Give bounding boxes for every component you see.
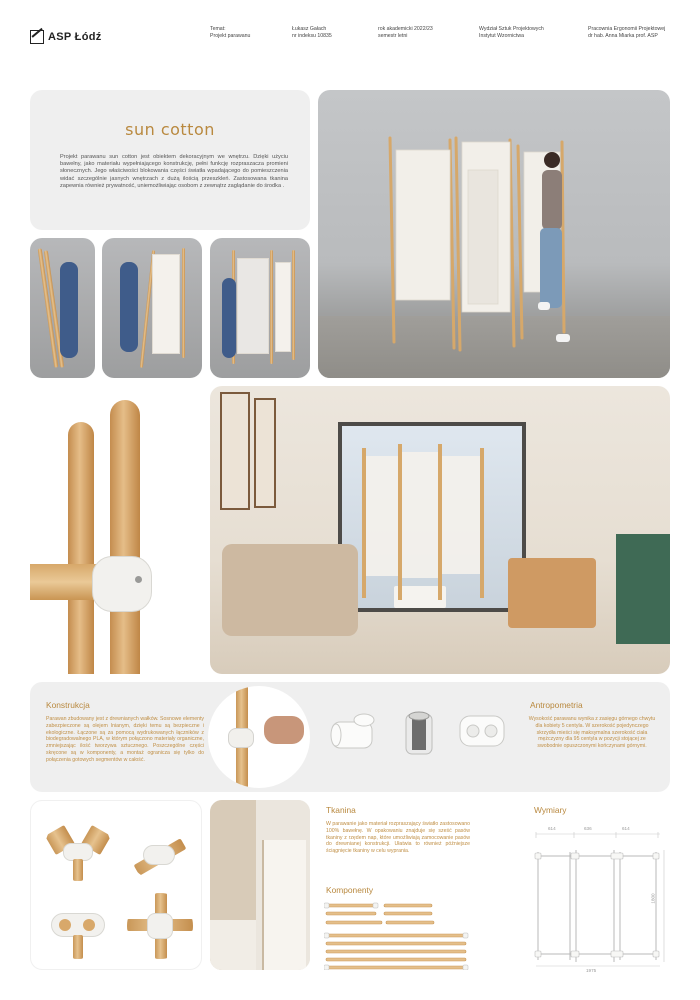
header-supervisor: dr hab. Anna Miarka prof. ASP xyxy=(588,33,658,39)
assembly-photo xyxy=(208,686,310,788)
person-figure xyxy=(222,278,236,358)
header-studio xyxy=(588,26,665,40)
header-topic-value: Projekt parawanu xyxy=(210,33,251,39)
header-semester: semestr letni xyxy=(378,33,408,39)
antropometria-text: Wysokość parawanu wynika z zasięgu górnego chwytu dla kobiety 5 centyla. W szerokość pojedynczego skrzydła mieści się maksymalna szerokość ciała mężczyzny dla 95 centyla w pozycji stojącej ze swobodnie opuszczonymi kończynami górnymi. xyxy=(528,716,656,750)
photo-joint-closeup xyxy=(30,386,202,674)
logo-text: ASP Łódź xyxy=(48,31,102,43)
photo-unfolding-screen xyxy=(102,238,202,378)
project-title: sun cotton xyxy=(125,120,215,139)
dim-width-1: 614 xyxy=(548,826,556,831)
wall-art-right xyxy=(254,398,276,508)
person-head xyxy=(544,152,560,168)
tv-cabinet xyxy=(508,558,596,628)
hand-icon xyxy=(264,716,304,744)
photo-fabric-closeup xyxy=(210,800,310,970)
pla-connector xyxy=(92,556,152,612)
hero-photo xyxy=(318,90,670,378)
screw-icon xyxy=(135,576,142,583)
header-author xyxy=(292,26,332,40)
header-year-label: rok akademicki 2022/23 xyxy=(378,26,433,32)
header-faculty xyxy=(479,26,544,40)
header-year xyxy=(378,26,433,40)
dim-width-3: 614 xyxy=(622,826,630,831)
connector-photo-3 xyxy=(45,893,111,959)
antropometria-title: Antropometria xyxy=(530,700,583,710)
asp-logo xyxy=(30,30,102,44)
connector-section-icon xyxy=(406,712,432,754)
header-author-index: nr indeksu 10835 xyxy=(292,33,332,39)
intro-text: Projekt parawanu sun cotton jest obiektem dekoracyjnym we wnętrzu. Dzięki użyciu bawełny, jako materiału wypełniającego konstrukcję, pełni funkcję rozpraszacza promieni słonecznych. Jego właściwości blokowania części światła wpadającego do pomieszczenia widać szczególnie jasnych wnętrzach z dużą ilością przeszkleń. Zastosowana tkanina zapewnia również prywatność, uniemożliwiając osobom z zewnątrz zaglądanie do środka . xyxy=(60,154,288,189)
dim-total-width: 1975 xyxy=(586,968,597,973)
hero-screen-illustration xyxy=(318,90,670,378)
komponenty-title: Komponenty xyxy=(326,885,374,895)
components-diagram xyxy=(324,900,470,970)
person-figure xyxy=(60,262,78,358)
header-topic-label: Temat: xyxy=(210,26,226,32)
connector-t-icon xyxy=(331,714,374,748)
header-institute: Instytut Wzornictwa xyxy=(479,33,524,39)
photo-assembled-screen xyxy=(210,238,310,378)
konstrukcja-text: Parawan zbudowany jest z drewnianych wałków. Sosnowe elementy zabezpieczone są olejem lnianym, dzięki temu są bezpieczne i ekologiczne. Łączone są za pomocą wydrukowanych łączników z biodegradowalnego PLA, w którym połączono materiały organiczne, zmniejszając ilość tworzywa sztucznego. Poszczególne części skręcone są w komponenty, a montaż ogranicza się tylko do połączenia gotowych segmentów w całość. xyxy=(46,716,204,763)
connector-double-icon xyxy=(460,716,504,746)
dimensions-drawing xyxy=(532,832,670,970)
dim-height: 1800 xyxy=(650,893,656,904)
tkanina-text: W parawanie jako materiał rozpraszający światło zastosowano 100% bawełnę. W opakowaniu znajduje się sześć pasów tkaniny z rzędem nap, które umożliwiają zamocowanie pasów do drewnianej konstrukcji. Ułatwia to również późniejsze ściągnięcie tkaniny w celu wyprania. xyxy=(326,821,470,855)
dim-width-2: 636 xyxy=(584,826,592,831)
wall-art-left xyxy=(220,392,250,510)
person-figure xyxy=(120,262,138,352)
header-author-name: Łukasz Gałach xyxy=(292,26,327,32)
header-faculty-name: Wydział Sztuk Projektowych xyxy=(479,26,544,32)
wymiary-title: Wymiary xyxy=(534,805,567,815)
konstrukcja-title: Konstrukcja xyxy=(46,700,90,710)
page-header xyxy=(30,26,675,56)
photo-interior xyxy=(210,386,670,674)
sofa xyxy=(222,544,358,636)
intro-panel xyxy=(30,90,310,230)
connector-photo-1 xyxy=(45,815,111,881)
connector-renders xyxy=(328,708,508,768)
asp-logo-icon xyxy=(30,30,44,44)
kitchen-cabinet xyxy=(616,534,670,644)
tkanina-title: Tkanina xyxy=(326,805,356,815)
connectors-photo-panel xyxy=(30,800,202,970)
connector-photo-2 xyxy=(127,815,193,881)
connector-photo-4 xyxy=(127,893,193,959)
header-topic xyxy=(210,26,250,40)
header-studio-name: Pracownia Ergonomii Projektowej xyxy=(588,26,666,32)
construction-panel xyxy=(30,682,670,792)
photo-folded-screen xyxy=(30,238,95,378)
